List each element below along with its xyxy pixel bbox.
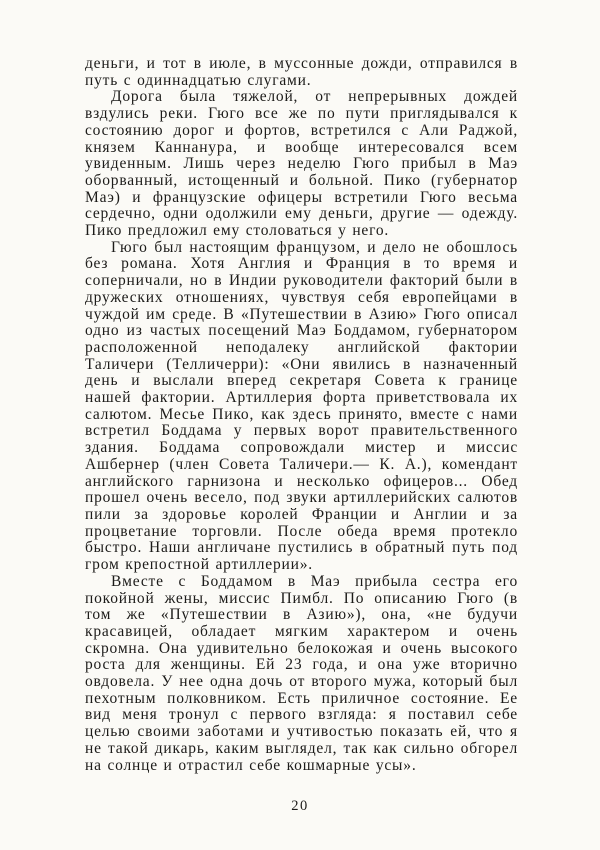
paragraph-continuation: деньги, и тот в июле, в муссонные дожди, отправился в путь с одиннадцатью слугами. — [85, 55, 518, 89]
paragraph-boddam-visit: Гюго был настоящим французом, и дело не обошлось без романа. Хотя Англия и Франция в то время и соперничали, но в Индии руководители факторий были в дружеских отношениях, чувствуя себя европейцами в чуждой им среде. В «Путешествии в Азию» Гюго описал одно из частых посещений Маэ Боддамом, губернатором расположенной неподалеку английской фактории Таличери (Телличерри): «Они явились в назначенный день и выслали вперед секретаря Совета к границе нашей фактории. Артиллерия форта приветствовала их салютом. Месье Пико, как здесь принято, вместе с нами встретил Боддама у первых ворот правительственного здания. Боддама сопровождали мистер и миссис Ашбернер (член Совета Таличери.— К. А.), комендант английского гарнизона и несколько офицеров... Обед прошел очень весело, под звуки артиллерийских салютов пили за здоровье королей Франции и Англии и за процветание торговли. После обеда время протекло быстро. Наши англичане пустились в обратный путь под гром крепостной артиллерии». — [85, 238, 518, 574]
paragraph-journey: Дорога была тяжелой, от непрерывных дождей вздулись реки. Гюго все же по пути приглядывался к состоянию дорог и фортов, встретился с Али Раджой, князем Каннанура, и вообще интересовался всем увиденным. Лишь через неделю Гюго прибыл в Маэ оборванный, истощенный и больной. Пико (губернатор Маэ) и французские офицеры встретили Гюго весьма сердечно, одни одолжили ему деньги, другие — одежду. Пико предложил ему столоваться у него. — [85, 88, 518, 240]
text-block — [85, 56, 518, 774]
page-number: 20 — [291, 798, 309, 814]
paragraph-mrs-pimble: Вместе с Боддамом в Маэ прибыла сестра его покойной жены, миссис Пимбл. По описанию Гюго (в том же «Путешествии в Азию»), она, «не будучи красавицей, обладает мягким характером и очень скромна. Она удивительно белокожая и очень высокого роста для женщины. Ей 23 года, и она уже вторично овдовела. У нее одна дочь от второго мужа, который был пехотным полковником. Есть приличное состояние. Ее вид меня тронул с первого взгляда: я поставил себе целью своими заботами и учтивостью показать ей, что я не такой дикарь, каким выглядел, так как сильно обгорел на солнце и отрастил себе кошмарные усы». — [85, 572, 518, 774]
